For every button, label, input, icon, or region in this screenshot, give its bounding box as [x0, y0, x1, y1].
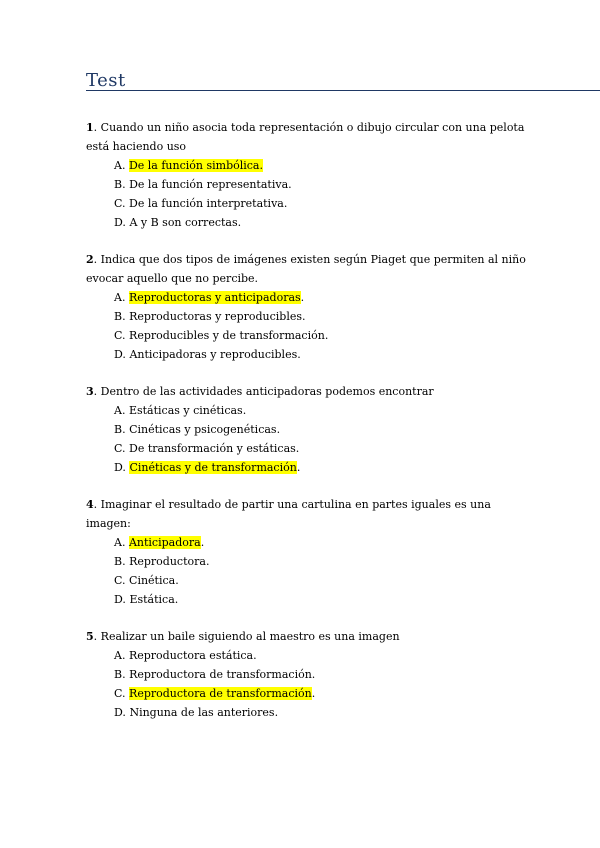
correct-answer-highlight: Cinéticas y de transformación [129, 461, 297, 474]
option-letter: B. [114, 178, 126, 191]
question-text: 4. Imaginar el resultado de partir una cartulina en partes iguales es una imagen: [86, 498, 491, 530]
option-text: Reproducibles y de transformación. [129, 329, 329, 342]
option-letter: B. [114, 310, 126, 323]
option-a [114, 646, 526, 665]
question-number: 3 [86, 385, 94, 398]
option-text: Cinética. [129, 574, 179, 587]
option-letter: B. [114, 668, 126, 681]
question-3 [86, 382, 526, 477]
page-title: Test [86, 70, 126, 91]
option-letter: C. [114, 329, 126, 342]
correct-answer-highlight: De la función simbólica. [128, 159, 263, 172]
question-number: 2 [86, 253, 94, 266]
option-list [114, 288, 526, 364]
option-letter: B. [114, 423, 126, 436]
question-number: 5 [86, 630, 94, 643]
option-text: Reproductoras y reproducibles. [129, 310, 306, 323]
option-letter: D. [114, 461, 126, 474]
option-letter: C. [114, 687, 126, 700]
option-text: A y B son correctas. [129, 216, 242, 229]
option-list [114, 533, 526, 609]
option-d: D. Cinéticas y de transformación. [114, 461, 301, 474]
question-body: Dentro de las actividades anticipadoras podemos encontrar [100, 385, 434, 398]
option-a: A. Reproductoras y anticipadoras. [114, 291, 305, 304]
question-body: Cuando un niño asocia toda representación o dibujo circular con una pelota está haciendo uso [86, 121, 525, 153]
option-letter: C. [114, 442, 126, 455]
option-text: Anticipadoras y reproducibles. [129, 348, 301, 361]
option-letter: C. [114, 197, 126, 210]
option-c [114, 439, 526, 458]
option-text: Cinéticas y psicogenéticas. [129, 423, 281, 436]
title-divider [86, 90, 600, 91]
option-letter: A. [114, 649, 126, 662]
option-a [114, 401, 526, 420]
option-d [114, 345, 526, 364]
question-text: 1. Cuando un niño asocia toda representación o dibujo circular con una pelota está haciendo uso [86, 121, 525, 153]
option-letter: A. [114, 536, 126, 549]
option-text: Reproductora estática. [128, 649, 257, 662]
option-c [114, 194, 526, 213]
option-list [114, 646, 526, 722]
option-letter: C. [114, 574, 126, 587]
question-4 [86, 495, 526, 609]
option-letter: A. [114, 291, 126, 304]
question-body: Indica que dos tipos de imágenes existen según Piaget que permiten al niño evocar aquello que no percibe. [86, 253, 526, 285]
question-1 [86, 118, 526, 232]
option-b [114, 307, 526, 326]
question-number: 4 [86, 498, 94, 511]
option-d [114, 213, 526, 232]
correct-answer-highlight: Anticipadora [128, 536, 201, 549]
option-b [114, 665, 526, 684]
option-a: A. Anticipadora. [114, 536, 205, 549]
option-c: C. Reproductora de transformación. [114, 687, 316, 700]
option-d [114, 703, 526, 722]
option-c [114, 326, 526, 345]
option-b [114, 552, 526, 571]
question-5 [86, 627, 526, 722]
question-list [86, 118, 526, 740]
question-number: 1 [86, 121, 94, 134]
question-text: 3. Dentro de las actividades anticipadoras podemos encontrar [86, 385, 434, 398]
question-text: 2. Indica que dos tipos de imágenes existen según Piaget que permiten al niño evocar aquello que no percibe. [86, 253, 526, 285]
option-list [114, 401, 526, 477]
option-text: Ninguna de las anteriores. [129, 706, 279, 719]
question-text: 5. Realizar un baile siguiendo al maestro es una imagen [86, 630, 400, 643]
option-text: Reproductora. [129, 555, 210, 568]
option-letter: D. [114, 348, 126, 361]
option-list [114, 156, 526, 232]
option-letter: A. [114, 404, 126, 417]
option-text: Reproductora de transformación. [129, 668, 316, 681]
correct-answer-highlight: Reproductoras y anticipadoras [128, 291, 301, 304]
option-text: Estáticas y cinéticas. [128, 404, 247, 417]
option-letter: D. [114, 593, 126, 606]
option-letter: D. [114, 216, 126, 229]
question-body: Imaginar el resultado de partir una cartulina en partes iguales es una imagen: [86, 498, 491, 530]
question-2 [86, 250, 526, 364]
option-a [114, 156, 526, 175]
option-b [114, 175, 526, 194]
option-letter: B. [114, 555, 126, 568]
correct-answer-highlight: Reproductora de transformación [129, 687, 312, 700]
option-letter: D. [114, 706, 126, 719]
option-text: Estática. [129, 593, 179, 606]
option-text: De la función interpretativa. [129, 197, 288, 210]
option-text: De la función representativa. [129, 178, 292, 191]
option-b [114, 420, 526, 439]
option-d [114, 590, 526, 609]
option-text: De transformación y estáticas. [129, 442, 300, 455]
option-c [114, 571, 526, 590]
option-letter: A. [114, 159, 126, 172]
question-body: Realizar un baile siguiendo al maestro es una imagen [100, 630, 400, 643]
